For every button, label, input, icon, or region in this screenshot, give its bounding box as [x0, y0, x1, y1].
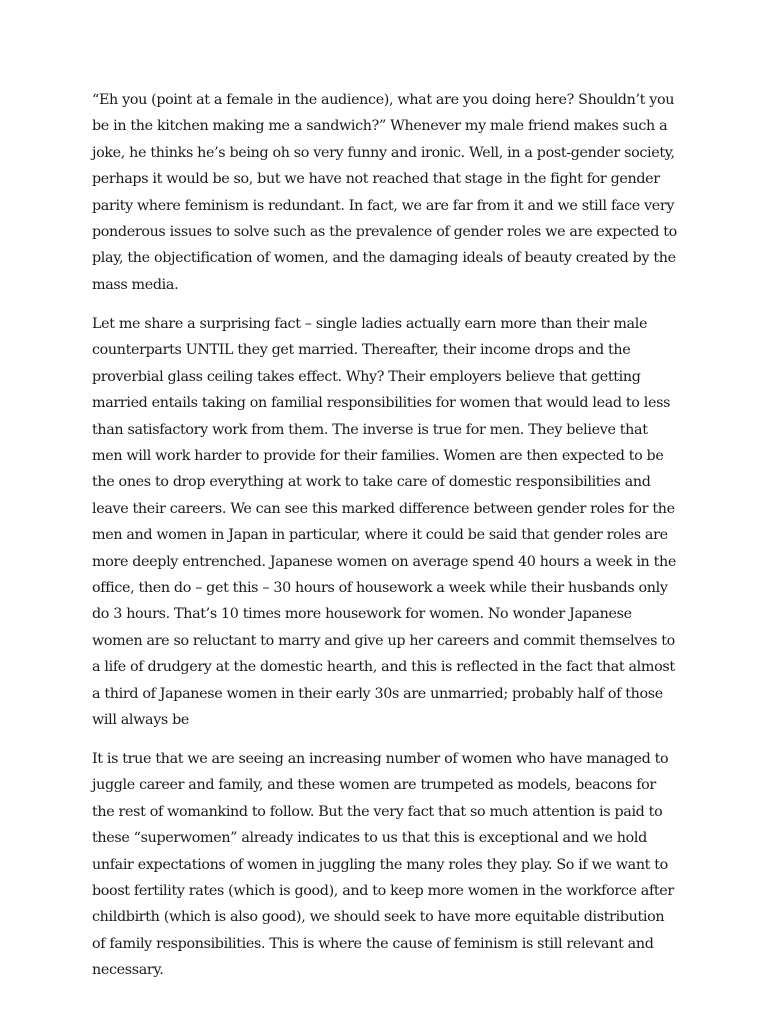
paragraph-1: “Eh you (point at a female in the audience), what are you doing here? Shouldn’t you be in the kitchen making me a sandwich?” Whenever my male friend makes such a joke, he thinks he’s being oh so very funny and ironic. Well, in a post-gender society, perhaps it would be so, but we have not reached that stage in the fight for gender parity where feminism is redundant. In fact, we are far from it and we still face very ponderous issues to solve such as the prevalence of gender roles we are expected to play, the objectification of women, and the damaging ideals of beauty created by the mass media.	[92, 92, 677, 293]
paragraph-3: It is true that we are seeing an increasing number of women who have managed to juggle career and family, and these women are trumpeted as models, beacons for the rest of womankind to follow. But the very fact that so much attention is paid to these “superwomen” already indicates to us that this is exceptional and we hold unfair expectations of women in juggling the many roles they play. So if we want to boost fertility rates (which is good), and to keep more women in the workforce after childbirth (which is also good), we should seek to have more equitable distribution of family responsibilities. This is where the cause of feminism is still relevant and necessary.	[92, 751, 674, 979]
paragraph-2: Let me share a surprising fact – single ladies actually earn more than their male counterparts UNTIL they get married. Thereafter, their income drops and the proverbial glass ceiling takes effect. Why? Their employers believe that getting married entails taking on familial responsibilities for women that would lead to less than satisfactory work from them. The inverse is true for men. They believe that men will work harder to provide for their families. Women are then expected to be the ones to drop everything at work to take care of domestic responsibilities and leave their careers. We can see this marked difference between gender roles for the men and women in Japan in particular, where it could be said that gender roles are more deeply entrenched. Japanese women on average spend 40 hours a week in the office, then do – get this – 30 hours of housework a week while their husbands only do 3 hours. That’s 10 times more housework for women. No wonder Japanese women are so reluctant to marry and give up her careers and commit themselves to a life of drudgery at the domestic hearth, and this is reflected in the fact that almost a third of Japanese women in their early 30s are unmarried; probably half of those will always be	[92, 316, 676, 729]
